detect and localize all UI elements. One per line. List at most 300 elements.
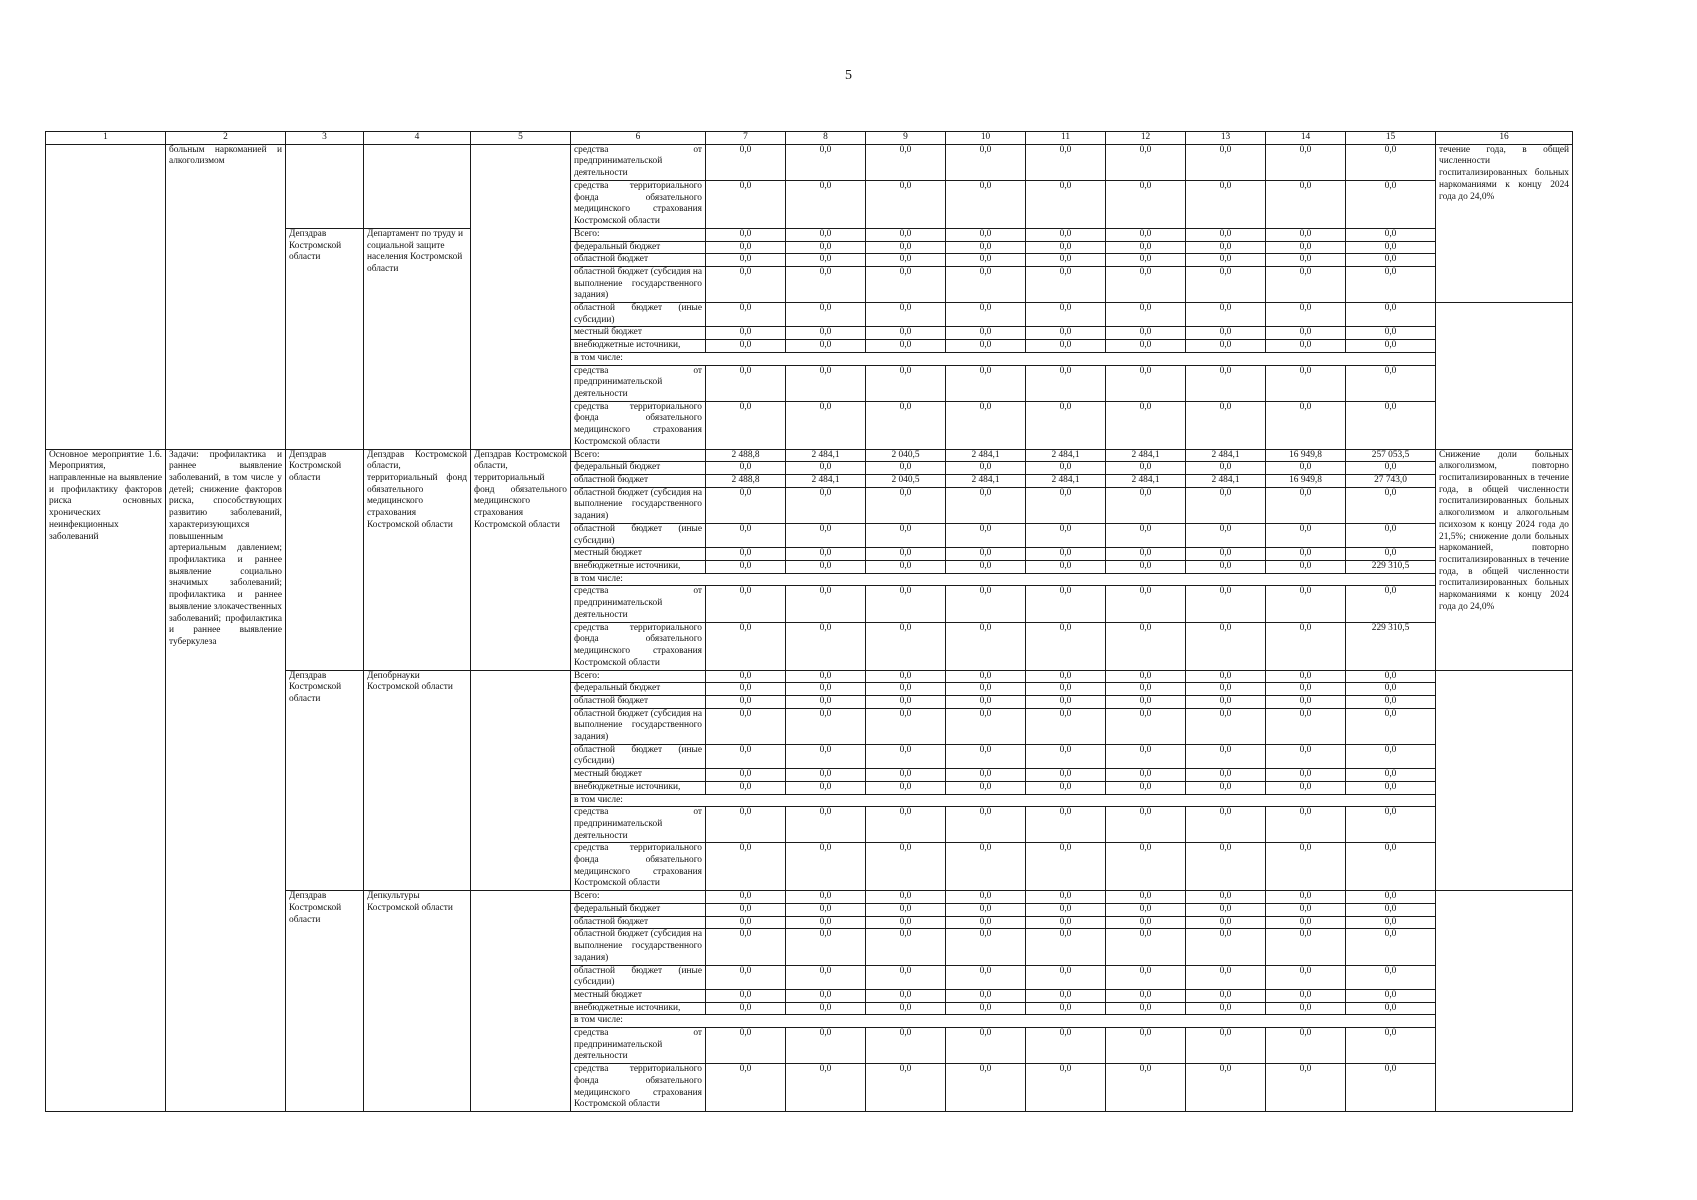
value-obl_inye-col-13: 0,0 (1186, 303, 1266, 327)
value-tfoms-col-7: 0,0 (706, 180, 786, 228)
value-obl-col-14: 0,0 (1266, 916, 1346, 929)
value-predpr-col-7: 0,0 (706, 1028, 786, 1064)
value-obl-col-11: 0,0 (1026, 254, 1106, 267)
value-vsego-col-9: 0,0 (866, 670, 946, 683)
value-obl_inye-col-12: 0,0 (1106, 744, 1186, 768)
source-label-tfoms: средства территориального фонда обязательного медицинского страхования Костромской области (571, 1064, 706, 1112)
value-obl-col-12: 0,0 (1106, 695, 1186, 708)
value-tfoms-col-13: 0,0 (1186, 401, 1266, 449)
value-obl_subs-col-10: 0,0 (946, 266, 1026, 302)
value-obl_subs-col-7: 0,0 (706, 487, 786, 523)
cell-measure-title: Основное мероприятие 1.6. Мероприятия, направленные на выявление и профилактику факторов риска основных хронических неинфекционных заболеваний (46, 449, 166, 1112)
value-tfoms-col-15: 0,0 (1346, 843, 1436, 891)
value-obl_inye-col-14: 0,0 (1266, 965, 1346, 989)
value-vnebud-col-15: 229 310,5 (1346, 560, 1436, 573)
cell-col2-top: больным наркоманией и алкоголизмом (166, 144, 286, 449)
cell-col3-group-c: Депздрав Костромской области (286, 670, 364, 891)
value-obl_inye-col-9: 0,0 (866, 523, 946, 547)
value-predpr-col-12: 0,0 (1106, 586, 1186, 622)
value-fed-col-9: 0,0 (866, 683, 946, 696)
value-predpr-col-8: 0,0 (786, 586, 866, 622)
value-fed-col-9: 0,0 (866, 904, 946, 917)
value-tfoms-col-12: 0,0 (1106, 180, 1186, 228)
cell-col16-group-d (1436, 891, 1573, 1112)
value-vnebud-col-8: 0,0 (786, 1002, 866, 1015)
value-vsego-col-7: 2 488,8 (706, 449, 786, 462)
value-tfoms-col-15: 229 310,5 (1346, 622, 1436, 670)
value-vnebud-col-11: 0,0 (1026, 340, 1106, 353)
value-mest-col-15: 0,0 (1346, 769, 1436, 782)
value-vsego-col-11: 2 484,1 (1026, 449, 1106, 462)
value-tfoms-col-8: 0,0 (786, 1064, 866, 1112)
value-tfoms-col-13: 0,0 (1186, 622, 1266, 670)
table-row (46, 132, 1573, 145)
value-obl-col-12: 0,0 (1106, 254, 1186, 267)
value-fed-col-10: 0,0 (946, 462, 1026, 475)
value-mest-col-9: 0,0 (866, 548, 946, 561)
value-obl_inye-col-7: 0,0 (706, 303, 786, 327)
value-mest-col-14: 0,0 (1266, 989, 1346, 1002)
value-obl-col-15: 0,0 (1346, 254, 1436, 267)
value-predpr-col-13: 0,0 (1186, 1028, 1266, 1064)
value-vsego-col-8: 0,0 (786, 670, 866, 683)
source-label-obl_subs: областной бюджет (субсидия на выполнение государственного задания) (571, 266, 706, 302)
value-mest-col-9: 0,0 (866, 769, 946, 782)
value-obl-col-10: 0,0 (946, 916, 1026, 929)
value-obl_inye-col-8: 0,0 (786, 965, 866, 989)
value-vnebud-col-12: 0,0 (1106, 781, 1186, 794)
value-predpr-col-15: 0,0 (1346, 586, 1436, 622)
value-obl_subs-col-13: 0,0 (1186, 708, 1266, 744)
value-obl-col-12: 0,0 (1106, 916, 1186, 929)
value-obl_subs-col-10: 0,0 (946, 929, 1026, 965)
value-fed-col-7: 0,0 (706, 241, 786, 254)
value-predpr-col-10: 0,0 (946, 1028, 1026, 1064)
value-tfoms-col-10: 0,0 (946, 843, 1026, 891)
value-tfoms-col-8: 0,0 (786, 401, 866, 449)
value-vsego-col-11: 0,0 (1026, 891, 1106, 904)
cell-col3-group-b: Депздрав Костромской области (286, 449, 364, 670)
value-obl_subs-col-7: 0,0 (706, 266, 786, 302)
value-fed-col-8: 0,0 (786, 904, 866, 917)
value-vnebud-col-7: 0,0 (706, 781, 786, 794)
header-col-13: 13 (1186, 132, 1266, 145)
value-predpr-col-13: 0,0 (1186, 144, 1266, 180)
value-vnebud-col-12: 0,0 (1106, 1002, 1186, 1015)
value-fed-col-14: 0,0 (1266, 462, 1346, 475)
value-mest-col-15: 0,0 (1346, 989, 1436, 1002)
source-label-obl_inye: областной бюджет (иные субсидии) (571, 303, 706, 327)
value-predpr-col-8: 0,0 (786, 807, 866, 843)
source-label-obl_inye: областной бюджет (иные субсидии) (571, 965, 706, 989)
source-label-predpr: средства от предпринимательской деятельности (571, 365, 706, 401)
value-obl-col-9: 0,0 (866, 254, 946, 267)
value-predpr-col-8: 0,0 (786, 365, 866, 401)
header-col-4: 4 (364, 132, 471, 145)
value-predpr-col-9: 0,0 (866, 586, 946, 622)
value-tfoms-col-11: 0,0 (1026, 180, 1106, 228)
header-col-1: 1 (46, 132, 166, 145)
value-obl-col-14: 16 949,8 (1266, 475, 1346, 488)
value-obl_subs-col-11: 0,0 (1026, 266, 1106, 302)
value-obl_inye-col-13: 0,0 (1186, 965, 1266, 989)
value-obl_subs-col-8: 0,0 (786, 266, 866, 302)
value-vsego-col-8: 0,0 (786, 228, 866, 241)
value-obl_inye-col-10: 0,0 (946, 744, 1026, 768)
value-tfoms-col-10: 0,0 (946, 401, 1026, 449)
value-mest-col-14: 0,0 (1266, 327, 1346, 340)
value-fed-col-12: 0,0 (1106, 241, 1186, 254)
source-label-tfoms: средства территориального фонда обязательного медицинского страхования Костромской области (571, 843, 706, 891)
value-fed-col-11: 0,0 (1026, 241, 1106, 254)
value-tfoms-col-7: 0,0 (706, 1064, 786, 1112)
value-obl_subs-col-14: 0,0 (1266, 266, 1346, 302)
value-vsego-col-7: 0,0 (706, 670, 786, 683)
value-fed-col-13: 0,0 (1186, 241, 1266, 254)
value-predpr-col-13: 0,0 (1186, 365, 1266, 401)
table-row (46, 144, 1573, 180)
cell-col4-group-a: Департамент по труду и социальной защите населения Костромской области (364, 228, 471, 449)
value-vnebud-col-10: 0,0 (946, 560, 1026, 573)
value-fed-col-15: 0,0 (1346, 904, 1436, 917)
value-obl_inye-col-8: 0,0 (786, 303, 866, 327)
value-vsego-col-15: 0,0 (1346, 228, 1436, 241)
value-vsego-col-15: 0,0 (1346, 891, 1436, 904)
value-fed-col-15: 0,0 (1346, 241, 1436, 254)
value-obl_subs-col-11: 0,0 (1026, 487, 1106, 523)
value-vsego-col-9: 0,0 (866, 891, 946, 904)
value-predpr-col-12: 0,0 (1106, 807, 1186, 843)
value-tfoms-col-8: 0,0 (786, 180, 866, 228)
cell-col5-group-c (471, 670, 571, 891)
value-mest-col-15: 0,0 (1346, 327, 1436, 340)
value-obl_inye-col-11: 0,0 (1026, 303, 1106, 327)
source-label-vsego: Всего: (571, 449, 706, 462)
source-label-vtom: в том числе: (571, 794, 1436, 807)
source-label-predpr: средства от предпринимательской деятельности (571, 586, 706, 622)
value-tfoms-col-8: 0,0 (786, 622, 866, 670)
value-vnebud-col-11: 0,0 (1026, 560, 1106, 573)
header-col-2: 2 (166, 132, 286, 145)
value-obl_subs-col-7: 0,0 (706, 929, 786, 965)
header-col-8: 8 (786, 132, 866, 145)
value-obl_inye-col-9: 0,0 (866, 744, 946, 768)
budget-table (45, 131, 1573, 1112)
value-predpr-col-14: 0,0 (1266, 586, 1346, 622)
value-mest-col-14: 0,0 (1266, 548, 1346, 561)
header-col-16: 16 (1436, 132, 1573, 145)
value-obl_subs-col-15: 0,0 (1346, 266, 1436, 302)
value-mest-col-7: 0,0 (706, 327, 786, 340)
value-predpr-col-13: 0,0 (1186, 586, 1266, 622)
value-vsego-col-15: 257 053,5 (1346, 449, 1436, 462)
header-col-10: 10 (946, 132, 1026, 145)
value-tfoms-col-15: 0,0 (1346, 401, 1436, 449)
value-vnebud-col-14: 0,0 (1266, 560, 1346, 573)
value-obl_subs-col-9: 0,0 (866, 487, 946, 523)
source-label-mest: местный бюджет (571, 989, 706, 1002)
header-col-9: 9 (866, 132, 946, 145)
value-vnebud-col-8: 0,0 (786, 781, 866, 794)
source-label-obl_inye: областной бюджет (иные субсидии) (571, 523, 706, 547)
value-fed-col-12: 0,0 (1106, 904, 1186, 917)
cell-col16-top-empty (1436, 303, 1573, 450)
value-fed-col-9: 0,0 (866, 462, 946, 475)
value-vnebud-col-12: 0,0 (1106, 340, 1186, 353)
source-label-obl: областной бюджет (571, 254, 706, 267)
value-mest-col-8: 0,0 (786, 769, 866, 782)
source-label-obl: областной бюджет (571, 475, 706, 488)
value-predpr-col-10: 0,0 (946, 807, 1026, 843)
value-obl_subs-col-11: 0,0 (1026, 929, 1106, 965)
value-obl-col-15: 0,0 (1346, 916, 1436, 929)
cell-col4-group-d: Депкультуры Костромской области (364, 891, 471, 1112)
value-vsego-col-12: 2 484,1 (1106, 449, 1186, 462)
value-predpr-col-7: 0,0 (706, 144, 786, 180)
header-col-12: 12 (1106, 132, 1186, 145)
value-vnebud-col-13: 0,0 (1186, 560, 1266, 573)
value-obl_subs-col-12: 0,0 (1106, 708, 1186, 744)
value-obl_inye-col-14: 0,0 (1266, 744, 1346, 768)
value-predpr-col-10: 0,0 (946, 586, 1026, 622)
value-fed-col-14: 0,0 (1266, 904, 1346, 917)
value-mest-col-8: 0,0 (786, 548, 866, 561)
value-vsego-col-12: 0,0 (1106, 891, 1186, 904)
value-mest-col-8: 0,0 (786, 327, 866, 340)
value-obl_subs-col-10: 0,0 (946, 487, 1026, 523)
value-obl_inye-col-7: 0,0 (706, 744, 786, 768)
value-obl_subs-col-8: 0,0 (786, 929, 866, 965)
value-vsego-col-9: 2 040,5 (866, 449, 946, 462)
value-obl_subs-col-13: 0,0 (1186, 266, 1266, 302)
value-obl-col-10: 2 484,1 (946, 475, 1026, 488)
value-predpr-col-9: 0,0 (866, 1028, 946, 1064)
value-fed-col-7: 0,0 (706, 462, 786, 475)
value-vnebud-col-7: 0,0 (706, 340, 786, 353)
value-obl_inye-col-11: 0,0 (1026, 523, 1106, 547)
page-number: 5 (845, 68, 852, 83)
value-obl_inye-col-10: 0,0 (946, 303, 1026, 327)
value-tfoms-col-15: 0,0 (1346, 180, 1436, 228)
source-label-predpr: средства от предпринимательской деятельности (571, 1028, 706, 1064)
value-mest-col-11: 0,0 (1026, 548, 1106, 561)
value-tfoms-col-9: 0,0 (866, 1064, 946, 1112)
cell-col16-measure: Снижение доли больных алкоголизмом, повторно госпитализированных в течение года, в общей численности госпитализированных больных алкоголизмом и алкогольным психозом к концу 2024 года до 21,5%; снижение доли больных наркоманией, повторно госпитализированных в течение года, в общей численности госпитализированных больных наркоманиями к концу 2024 года до 24,0% (1436, 449, 1573, 670)
value-vnebud-col-10: 0,0 (946, 781, 1026, 794)
value-vnebud-col-14: 0,0 (1266, 1002, 1346, 1015)
value-predpr-col-9: 0,0 (866, 144, 946, 180)
value-vsego-col-14: 0,0 (1266, 228, 1346, 241)
value-tfoms-col-11: 0,0 (1026, 843, 1106, 891)
source-label-fed: федеральный бюджет (571, 241, 706, 254)
header-col-14: 14 (1266, 132, 1346, 145)
value-obl-col-11: 2 484,1 (1026, 475, 1106, 488)
value-tfoms-col-12: 0,0 (1106, 1064, 1186, 1112)
value-fed-col-12: 0,0 (1106, 683, 1186, 696)
value-tfoms-col-14: 0,0 (1266, 622, 1346, 670)
value-obl-col-14: 0,0 (1266, 254, 1346, 267)
value-tfoms-col-10: 0,0 (946, 622, 1026, 670)
value-obl_inye-col-12: 0,0 (1106, 303, 1186, 327)
source-label-fed: федеральный бюджет (571, 462, 706, 475)
value-obl_inye-col-14: 0,0 (1266, 523, 1346, 547)
value-obl_inye-col-7: 0,0 (706, 965, 786, 989)
cell-col4-group-c: Депобрнауки Костромской области (364, 670, 471, 891)
value-obl-col-15: 27 743,0 (1346, 475, 1436, 488)
value-vnebud-col-13: 0,0 (1186, 1002, 1266, 1015)
value-tfoms-col-8: 0,0 (786, 843, 866, 891)
value-mest-col-10: 0,0 (946, 769, 1026, 782)
value-tfoms-col-10: 0,0 (946, 1064, 1026, 1112)
value-obl_inye-col-14: 0,0 (1266, 303, 1346, 327)
value-predpr-col-11: 0,0 (1026, 144, 1106, 180)
value-obl-col-14: 0,0 (1266, 695, 1346, 708)
value-obl_subs-col-12: 0,0 (1106, 266, 1186, 302)
value-obl_inye-col-13: 0,0 (1186, 523, 1266, 547)
header-col-6: 6 (571, 132, 706, 145)
value-obl_inye-col-13: 0,0 (1186, 744, 1266, 768)
value-tfoms-col-11: 0,0 (1026, 622, 1106, 670)
cell-col16-group-c (1436, 670, 1573, 891)
value-tfoms-col-9: 0,0 (866, 180, 946, 228)
value-vsego-col-12: 0,0 (1106, 670, 1186, 683)
value-fed-col-7: 0,0 (706, 683, 786, 696)
value-tfoms-col-14: 0,0 (1266, 401, 1346, 449)
value-vnebud-col-9: 0,0 (866, 560, 946, 573)
value-vnebud-col-10: 0,0 (946, 1002, 1026, 1015)
value-obl_subs-col-15: 0,0 (1346, 929, 1436, 965)
value-vsego-col-11: 0,0 (1026, 670, 1106, 683)
value-obl_inye-col-11: 0,0 (1026, 965, 1106, 989)
value-vsego-col-13: 0,0 (1186, 670, 1266, 683)
value-tfoms-col-10: 0,0 (946, 180, 1026, 228)
value-obl_subs-col-13: 0,0 (1186, 487, 1266, 523)
value-obl_inye-col-9: 0,0 (866, 965, 946, 989)
source-label-vnebud: внебюджетные источники, (571, 1002, 706, 1015)
value-vnebud-col-15: 0,0 (1346, 340, 1436, 353)
value-obl_inye-col-12: 0,0 (1106, 523, 1186, 547)
value-fed-col-9: 0,0 (866, 241, 946, 254)
cell-col5-group-d (471, 891, 571, 1112)
value-tfoms-col-9: 0,0 (866, 622, 946, 670)
source-label-obl: областной бюджет (571, 916, 706, 929)
value-tfoms-col-14: 0,0 (1266, 843, 1346, 891)
value-obl_inye-col-9: 0,0 (866, 303, 946, 327)
value-obl_inye-col-10: 0,0 (946, 523, 1026, 547)
value-mest-col-10: 0,0 (946, 548, 1026, 561)
source-label-fed: федеральный бюджет (571, 904, 706, 917)
value-vsego-col-9: 0,0 (866, 228, 946, 241)
value-tfoms-col-12: 0,0 (1106, 843, 1186, 891)
source-label-vsego: Всего: (571, 228, 706, 241)
value-predpr-col-10: 0,0 (946, 144, 1026, 180)
header-col-3: 3 (286, 132, 364, 145)
source-label-obl_inye: областной бюджет (иные субсидии) (571, 744, 706, 768)
source-label-vtom: в том числе: (571, 1015, 1436, 1028)
source-label-vnebud: внебюджетные источники, (571, 560, 706, 573)
value-vsego-col-13: 0,0 (1186, 891, 1266, 904)
value-obl_inye-col-8: 0,0 (786, 523, 866, 547)
value-predpr-col-10: 0,0 (946, 365, 1026, 401)
value-predpr-col-14: 0,0 (1266, 1028, 1346, 1064)
source-label-vsego: Всего: (571, 670, 706, 683)
value-obl-col-10: 0,0 (946, 254, 1026, 267)
cell-col5-group-b: Депздрав Костромской области, территориальный фонд обязательного медицинского страхования Костромской области (471, 449, 571, 670)
value-fed-col-10: 0,0 (946, 241, 1026, 254)
value-obl_inye-col-15: 0,0 (1346, 523, 1436, 547)
value-obl_subs-col-13: 0,0 (1186, 929, 1266, 965)
value-mest-col-9: 0,0 (866, 989, 946, 1002)
header-col-15: 15 (1346, 132, 1436, 145)
value-predpr-col-11: 0,0 (1026, 586, 1106, 622)
value-obl_inye-col-8: 0,0 (786, 744, 866, 768)
value-fed-col-11: 0,0 (1026, 683, 1106, 696)
cell-col1-top (46, 144, 166, 449)
value-tfoms-col-11: 0,0 (1026, 401, 1106, 449)
value-obl-col-15: 0,0 (1346, 695, 1436, 708)
value-obl_inye-col-11: 0,0 (1026, 744, 1106, 768)
value-fed-col-8: 0,0 (786, 241, 866, 254)
source-label-obl_subs: областной бюджет (субсидия на выполнение государственного задания) (571, 708, 706, 744)
value-obl-col-7: 0,0 (706, 254, 786, 267)
value-vnebud-col-8: 0,0 (786, 340, 866, 353)
source-label-mest: местный бюджет (571, 769, 706, 782)
source-label-vsego: Всего: (571, 891, 706, 904)
value-predpr-col-11: 0,0 (1026, 365, 1106, 401)
value-vnebud-col-12: 0,0 (1106, 560, 1186, 573)
value-obl_subs-col-9: 0,0 (866, 266, 946, 302)
source-label-obl: областной бюджет (571, 695, 706, 708)
value-fed-col-11: 0,0 (1026, 904, 1106, 917)
value-vsego-col-14: 0,0 (1266, 891, 1346, 904)
value-predpr-col-12: 0,0 (1106, 144, 1186, 180)
value-obl_subs-col-7: 0,0 (706, 708, 786, 744)
header-col-5: 5 (471, 132, 571, 145)
value-obl-col-7: 0,0 (706, 916, 786, 929)
value-mest-col-15: 0,0 (1346, 548, 1436, 561)
value-obl-col-7: 0,0 (706, 695, 786, 708)
value-obl_inye-col-15: 0,0 (1346, 303, 1436, 327)
value-vnebud-col-8: 0,0 (786, 560, 866, 573)
value-obl_inye-col-10: 0,0 (946, 965, 1026, 989)
value-obl-col-7: 2 488,8 (706, 475, 786, 488)
value-vnebud-col-13: 0,0 (1186, 781, 1266, 794)
value-vsego-col-14: 16 949,8 (1266, 449, 1346, 462)
source-label-tfoms: средства территориального фонда обязательного медицинского страхования Костромской области (571, 401, 706, 449)
value-obl-col-9: 0,0 (866, 916, 946, 929)
value-predpr-col-7: 0,0 (706, 586, 786, 622)
value-obl_inye-col-15: 0,0 (1346, 744, 1436, 768)
value-predpr-col-11: 0,0 (1026, 807, 1106, 843)
header-col-7: 7 (706, 132, 786, 145)
value-vnebud-col-10: 0,0 (946, 340, 1026, 353)
value-predpr-col-15: 0,0 (1346, 807, 1436, 843)
value-predpr-col-15: 0,0 (1346, 1028, 1436, 1064)
value-vnebud-col-15: 0,0 (1346, 781, 1436, 794)
value-tfoms-col-12: 0,0 (1106, 622, 1186, 670)
value-fed-col-13: 0,0 (1186, 683, 1266, 696)
value-obl_subs-col-12: 0,0 (1106, 487, 1186, 523)
value-mest-col-13: 0,0 (1186, 327, 1266, 340)
value-predpr-col-7: 0,0 (706, 365, 786, 401)
value-obl_subs-col-14: 0,0 (1266, 708, 1346, 744)
value-obl_subs-col-14: 0,0 (1266, 487, 1346, 523)
value-fed-col-14: 0,0 (1266, 241, 1346, 254)
source-label-obl_subs: областной бюджет (субсидия на выполнение государственного задания) (571, 487, 706, 523)
value-mest-col-7: 0,0 (706, 769, 786, 782)
value-obl-col-8: 0,0 (786, 695, 866, 708)
value-tfoms-col-13: 0,0 (1186, 180, 1266, 228)
